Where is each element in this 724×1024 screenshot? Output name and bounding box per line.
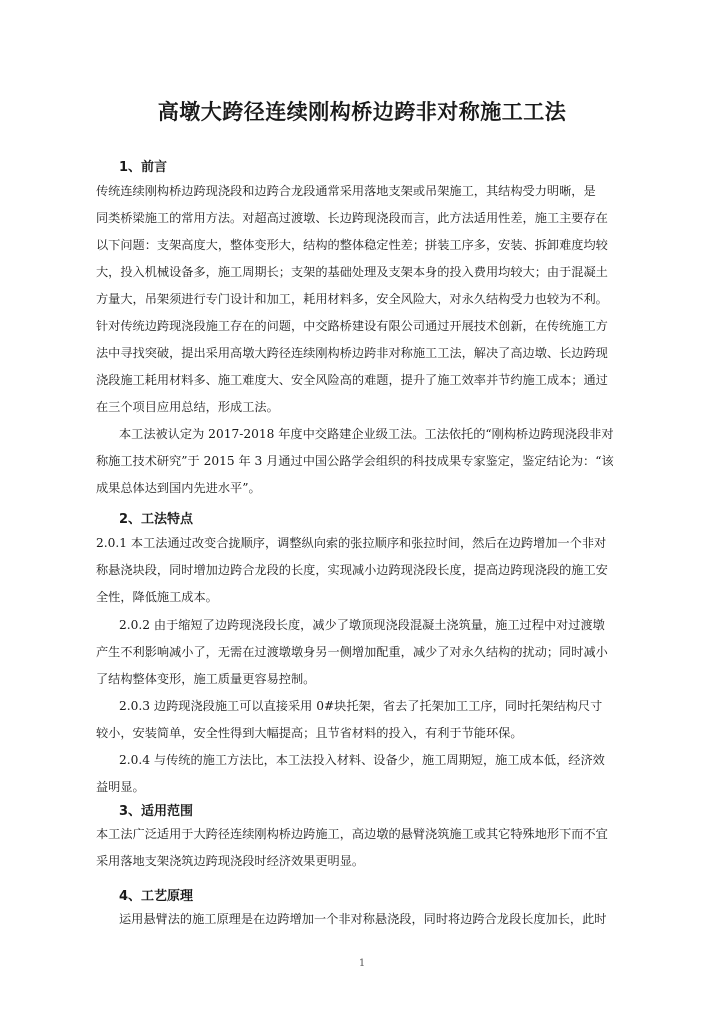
paragraph-line: 产生不利影响减小了，无需在过渡墩墩身另一侧增加配重，减少了对永久结构的扰动；同时减小	[96, 645, 608, 659]
paragraph-line: 以下问题：支架高度大，整体变形大，结构的整体稳定性差；拼装工序多，安装、拆卸难度均较	[96, 238, 608, 252]
section-heading-3: 3、适用范围	[119, 804, 194, 819]
section-heading-2: 2、工法特点	[119, 512, 194, 527]
paragraph-line: 采用落地支架浇筑边跨现浇段时经济效果更明显。	[96, 854, 365, 868]
paragraph-line: 大，投入机械设备多，施工周期长；支架的基础处理及支架本身的投入费用均较大；由于混凝土	[96, 265, 608, 279]
paragraph-line: 称施工技术研究”于 2015 年 3 月通过中国公路学会组织的科技成果专家鉴定，鉴定结论为：“该	[96, 454, 614, 468]
paragraph-line: 较小，安装简单，安全性得到大幅提高；且节省材料的投入，有利于节能环保。	[96, 726, 523, 740]
paragraph-line: 了结构整体变形，施工质量更容易控制。	[96, 672, 316, 686]
section-heading-1: 1、前言	[119, 160, 168, 175]
paragraph-line: 本工法广泛适用于大跨径连续刚构桥边跨施工，高边墩的悬臂浇筑施工或其它特殊地形下而不宜	[96, 827, 608, 841]
paragraph-line: 在三个项目应用总结，形成工法。	[96, 400, 279, 414]
paragraph-line: 本工法被认定为 2017-2018 年度中交路建企业级工法。工法依托的“刚构桥边跨现浇段非对	[119, 427, 614, 441]
paragraph-line: 法中寻找突破，提出采用高墩大跨径连续刚构桥边跨非对称施工工法，解决了高边墩、长边跨现	[96, 346, 608, 360]
paragraph-line: 全性，降低施工成本。	[96, 590, 218, 604]
document-title: 高墩大跨径连续刚构桥边跨非对称施工工法	[157, 100, 567, 124]
paragraph-line: 方量大，吊架须进行专门设计和加工，耗用材料多，安全风险大，对永久结构受力也较为不利。	[96, 292, 608, 306]
paragraph-line: 同类桥梁施工的常用方法。对超高过渡墩、长边跨现浇段而言，此方法适用性差，施工主要存在	[96, 211, 608, 225]
paragraph-line: 益明显。	[96, 780, 145, 794]
page-number: 1	[358, 958, 366, 969]
paragraph-line: 称悬浇块段，同时增加边跨合龙段的长度，实现减小边跨现浇段长度，提高边跨现浇段的施工安	[96, 563, 608, 577]
paragraph-line: 2.0.3 边跨现浇段施工可以直接采用 0#块托架，省去了托架加工工序，同时托架结构尺寸	[119, 699, 603, 713]
paragraph-line: 传统连续刚构桥边跨现浇段和边跨合龙段通常采用落地支架或吊架施工，其结构受力明晰，是	[96, 184, 596, 198]
paragraph-line: 针对传统边跨现浇段施工存在的问题，中交路桥建设有限公司通过开展技术创新，在传统施工方	[96, 319, 608, 333]
section-heading-4: 4、工艺原理	[119, 889, 194, 904]
paragraph-line: 2.0.2 由于缩短了边跨现浇段长度，减少了墩顶现浇段混凝土浇筑量，施工过程中对过渡墩	[119, 618, 605, 632]
paragraph-line: 运用悬臂法的施工原理是在边跨增加一个非对称悬浇段，同时将边跨合龙段长度加长，此时	[119, 912, 607, 926]
paragraph-line: 浇段施工耗用材料多、施工难度大、安全风险高的难题，提升了施工效率并节约施工成本；通过	[96, 373, 608, 387]
paragraph-line: 2.0.4 与传统的施工方法比，本工法投入材料、设备少，施工周期短，施工成本低，经济效	[119, 753, 605, 767]
paragraph-line: 成果总体达到国内先进水平”。	[96, 481, 261, 495]
paragraph-line: 2.0.1 本工法通过改变合拢顺序，调整纵向索的张拉顺序和张拉时间，然后在边跨增加一个非对	[96, 536, 607, 550]
